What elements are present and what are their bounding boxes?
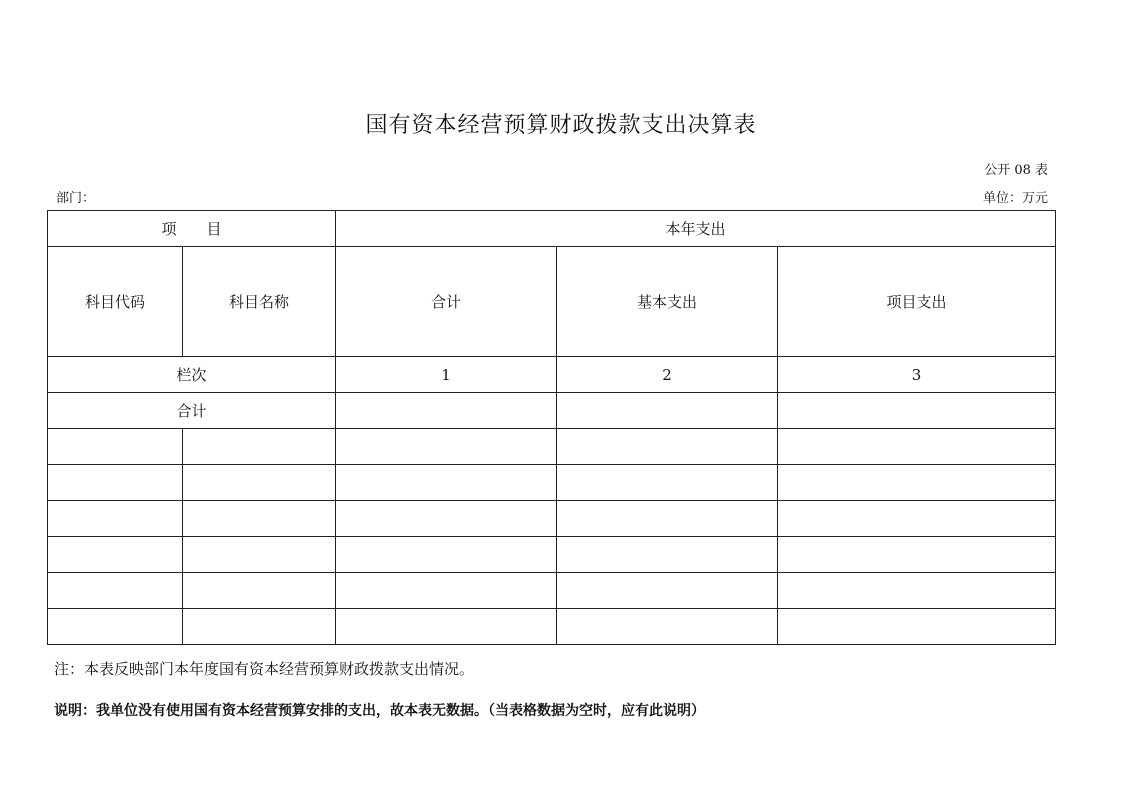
- column-number-row: [48, 357, 1056, 393]
- column-number-label: 栏次: [48, 357, 336, 393]
- unit-label: 单位：万元: [982, 191, 1048, 206]
- column-number-2: 2: [557, 357, 778, 393]
- table-cell: [778, 465, 1056, 501]
- table-cell: [557, 573, 778, 609]
- table-cell: [183, 609, 336, 645]
- budget-table: [47, 210, 1056, 645]
- table-cell: [183, 465, 336, 501]
- table-cell: [336, 573, 557, 609]
- column-number-3: 3: [778, 357, 1056, 393]
- total-cell: [557, 393, 778, 429]
- column-number-1: 1: [336, 357, 557, 393]
- table-cell: [557, 609, 778, 645]
- table-cell: [557, 537, 778, 573]
- table-cell: [183, 573, 336, 609]
- total-cell: [336, 393, 557, 429]
- header-basic-expenditure: 基本支出: [557, 247, 778, 357]
- total-row: [48, 393, 1056, 429]
- table-cell: [183, 537, 336, 573]
- total-cell: [778, 393, 1056, 429]
- table-cell: [48, 429, 183, 465]
- table-row: [48, 609, 1056, 645]
- table-cell: [48, 537, 183, 573]
- table-header-row: [48, 211, 1056, 247]
- table-cell: [336, 609, 557, 645]
- table-cell: [557, 429, 778, 465]
- table-cell: [557, 501, 778, 537]
- table-cell: [778, 501, 1056, 537]
- table-row: [48, 537, 1056, 573]
- table-cell: [336, 465, 557, 501]
- header-current-year-expenditure: 本年支出: [336, 211, 1056, 247]
- table-cell: [778, 537, 1056, 573]
- table-cell: [778, 573, 1056, 609]
- table-cell: [778, 429, 1056, 465]
- table-cell: [336, 537, 557, 573]
- header-project-expenditure: 项目支出: [778, 247, 1056, 357]
- header-item: 项 目: [48, 211, 336, 247]
- department-label: 部门：: [56, 191, 96, 206]
- table-row: [48, 465, 1056, 501]
- table-cell: [183, 429, 336, 465]
- table-cell: [48, 609, 183, 645]
- table-row: [48, 501, 1056, 537]
- header-subject-name: 科目名称: [183, 247, 336, 357]
- table-cell: [336, 429, 557, 465]
- header-subject-code: 科目代码: [48, 247, 183, 357]
- table-cell: [336, 501, 557, 537]
- table-cell: [48, 501, 183, 537]
- total-row-label: 合计: [48, 393, 336, 429]
- table-subheader-row: [48, 247, 1056, 357]
- page-title: 国有资本经营预算财政拨款支出决算表: [365, 113, 757, 138]
- table-cell: [778, 609, 1056, 645]
- table-cell: [48, 465, 183, 501]
- table-note: 注：本表反映部门本年度国有资本经营预算财政拨款支出情况。: [54, 660, 475, 678]
- table-row: [48, 429, 1056, 465]
- table-cell: [557, 465, 778, 501]
- table-cell: [48, 573, 183, 609]
- table-cell: [183, 501, 336, 537]
- form-number: 公开 08 表: [984, 163, 1048, 178]
- explanation-text: 说明：我单位没有使用国有资本经营预算安排的支出，故本表无数据。（当表格数据为空时，应有此说明）: [54, 703, 705, 719]
- table-row: [48, 573, 1056, 609]
- header-total: 合计: [336, 247, 557, 357]
